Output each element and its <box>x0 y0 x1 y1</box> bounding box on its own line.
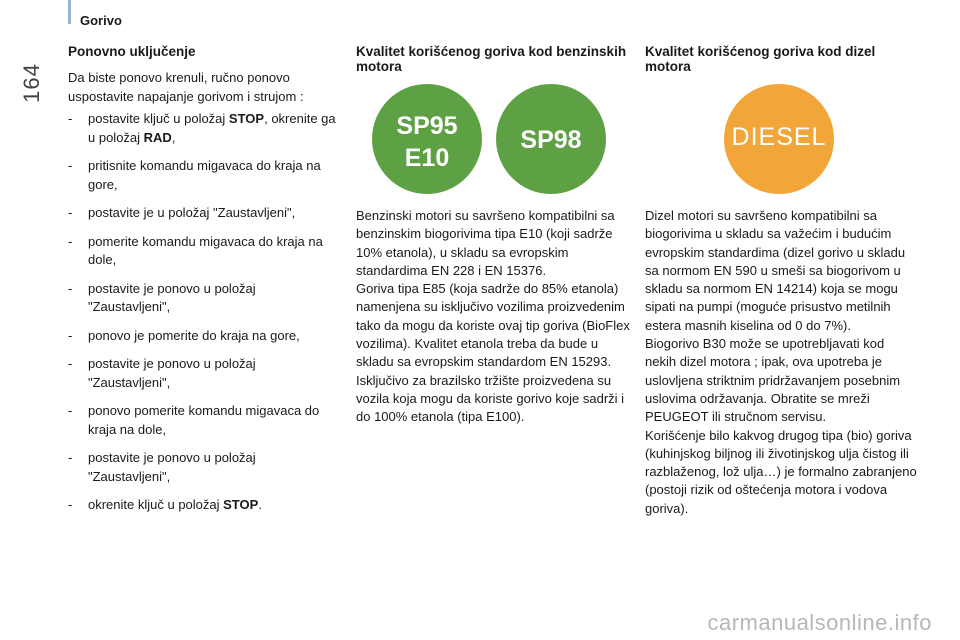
list-item <box>68 402 336 439</box>
logo-text: DIESEL <box>731 123 827 151</box>
step-text: postavite ključ u položaj <box>88 111 229 126</box>
logo-text: E10 <box>404 144 450 172</box>
list-item <box>68 110 336 147</box>
step-text: postavite je u položaj "Zaustavljeni", <box>88 205 296 220</box>
step-bold-text: RAD <box>143 129 172 145</box>
list-item <box>68 449 336 486</box>
section-title: Gorivo <box>80 13 122 28</box>
petrol-heading: Kvalitet korišćenog goriva kod benzinskih motora <box>356 44 627 74</box>
restart-steps-list <box>68 110 336 515</box>
section-marker-bar <box>68 0 71 24</box>
watermark: carmanualsonline.info <box>707 610 932 635</box>
step-text: ponovo je pomerite do kraja na gore, <box>88 327 300 343</box>
sp98-fuel-logo <box>496 84 606 194</box>
paragraph: Korišćenje bilo kakvog drugog tipa (bio) goriva (kuhinjskog biljnog ili životinjskog ulja čistog ili razblaženog, lož ulja…) je formalno zabranjeno (postoji rizik od oštećenja motora i vodova goriva). <box>645 427 917 516</box>
step-text: , <box>171 129 176 145</box>
paragraph: Biogorivo B30 može se upotrebljavati kod nekih dizel motora ; ipak, ova upotreba je uslovljena striktnim pridržavanjem posebnim uslovima održavanja. Obratite se mreži PEUGEOT ili stručnom servisu. <box>645 336 901 425</box>
restart-heading: Ponovno uključenje <box>68 44 196 59</box>
logo-text: SP98 <box>520 126 582 154</box>
page-number: 164 <box>18 63 44 103</box>
step-text: okrenite ključ u položaj <box>88 497 224 512</box>
diesel-body <box>645 207 917 518</box>
list-item <box>68 355 336 392</box>
list-dash: - <box>68 327 73 343</box>
list-item <box>68 233 336 270</box>
paragraph: Dizel motori su savršeno kompatibilni sa biogorivima u skladu sa važećim i budućim evropskim standardima (dizel gorivo u skladu sa normom EN 590 u smeši sa biogorivom u skladu sa normom EN 14214) koja se mogu sipati na pumpi (moguće prisustvo metilnih estera masnih kiselina od 0 do 7%). <box>645 208 906 333</box>
list-item <box>68 327 336 346</box>
step-text: postavite je ponovo u položaj "Zaustavljeni", <box>88 280 256 314</box>
step-text: pomerite komandu migavaca do kraja na dole, <box>88 233 323 267</box>
list-dash: - <box>68 497 73 512</box>
step-text: pritisnite komandu migavaca do kraja na gore, <box>88 158 321 192</box>
list-dash: - <box>68 356 73 371</box>
paragraph: Isključivo za brazilsko tržište proizvedena su vozila koja mogu da koriste gorivo koje sadrži i do 100% etanola (tipa E100). <box>356 372 625 425</box>
step-bold-text: STOP <box>228 111 265 126</box>
paragraph: Goriva tipa E85 (koja sadrže do 85% etanola) namenjena su isključivo vozilima proizvedenim tako da mogu da koriste ovaj tip goriva (BioFlex vozilima). Kvalitet etanola treba da bude u skladu sa evropskim standardom EN 15293. <box>356 281 630 370</box>
list-dash: - <box>68 111 73 126</box>
list-dash: - <box>68 280 73 296</box>
list-dash: - <box>68 158 73 173</box>
step-text: postavite je ponovo u položaj "Zaustavljeni", <box>88 356 256 390</box>
paragraph: Benzinski motori su savršeno kompatibilni sa benzinskim biogorivima tipa E10 (koji sadrže 10% etanola), u skladu sa evropskim standardima EN 228 i EN 15376. <box>356 208 615 278</box>
step-text: . <box>258 497 262 512</box>
restart-column <box>68 44 336 525</box>
list-dash: - <box>68 403 73 418</box>
list-dash: - <box>68 450 73 465</box>
diesel-column <box>645 44 917 84</box>
step-bold-text: STOP <box>223 497 259 512</box>
list-dash: - <box>68 205 73 220</box>
list-dash: - <box>68 233 73 249</box>
step-text: ponovo pomerite komandu migavaca do kraja na dole, <box>88 403 320 437</box>
petrol-body <box>356 207 630 427</box>
restart-intro: Da biste ponovo krenuli, ručno ponovo uspostavite napajanje gorivom i strujom : <box>68 70 304 104</box>
step-text: , okrenite ga u položaj <box>88 111 336 145</box>
list-item <box>68 280 336 317</box>
list-item <box>68 157 336 194</box>
logo-text: SP95 <box>396 112 458 140</box>
diesel-heading: Kvalitet korišćenog goriva kod dizel motora <box>645 44 876 74</box>
list-item <box>68 204 336 223</box>
sp95-e10-fuel-logo <box>372 84 482 194</box>
petrol-column <box>356 44 630 84</box>
step-text: postavite je ponovo u položaj "Zaustavljeni", <box>88 450 256 484</box>
list-item <box>68 496 336 515</box>
diesel-fuel-logo <box>724 84 834 194</box>
